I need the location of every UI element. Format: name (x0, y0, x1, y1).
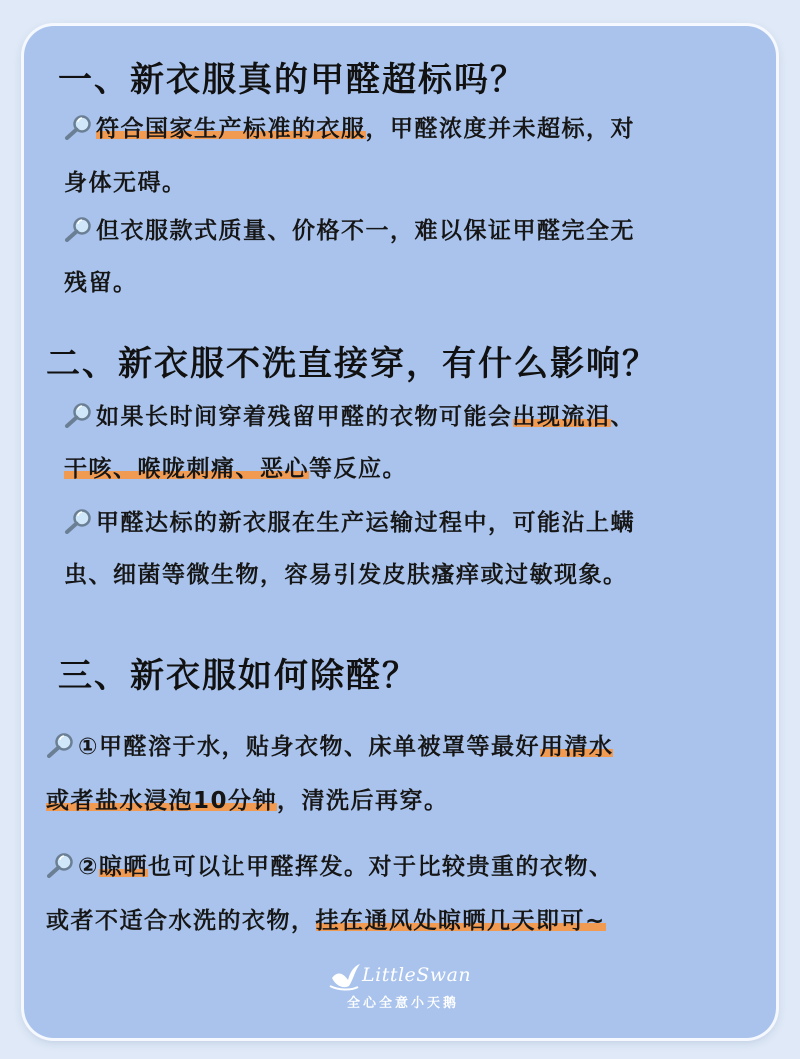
item-2-2-line-1 (64, 508, 635, 538)
highlight-text: 挂在通风处晾晒几天即可~ (315, 908, 606, 934)
highlight-text: 晾晒 (98, 854, 148, 880)
section-title-3: 三、新衣服如何除醛？ (58, 656, 418, 696)
magnifier-icon (64, 114, 94, 140)
item-2-2-line-2: 虫、细菌等微生物，容易引发皮肤瘙痒或过敏现象。 (64, 562, 628, 588)
magnifier-icon (64, 402, 94, 428)
item-text: 也可以让甲醛挥发。对于比较贵重的衣物、 (147, 854, 614, 880)
highlight-text: 出现流泪 (512, 404, 611, 430)
highlight-text: 用清水 (539, 734, 614, 760)
swan-logo-icon (328, 960, 362, 992)
item-text: ，清洗后再穿。 (277, 788, 449, 814)
item-3-2-line-1 (46, 852, 613, 882)
item-text: ② (78, 854, 99, 880)
item-text: 或者不适合水洗的衣物， (46, 908, 316, 934)
item-text: 等反应。 (309, 456, 407, 482)
item-text: 但衣服款式质量、价格不一，难以保证甲醛完全无 (96, 218, 635, 244)
item-3-2-line-2 (46, 906, 606, 936)
item-text: ①甲醛溶于水，贴身衣物、床单被罩等最好 (78, 734, 540, 760)
highlight-text: 符合国家生产标准的衣服 (96, 116, 366, 142)
item-1-1-line-1 (64, 114, 635, 144)
brand-slogan: 全心全意小天鹅 (346, 996, 459, 1011)
magnifier-icon (64, 508, 94, 534)
item-1-2-line-2: 残留。 (64, 270, 138, 296)
item-1-1-line-2: 身体无碍。 (64, 170, 187, 196)
item-2-1-line-1 (64, 402, 635, 432)
section-title-2: 二、新衣服不洗直接穿，有什么影响？ (46, 344, 658, 384)
magnifier-icon (46, 852, 76, 878)
highlight-text: 干咳、喉咙刺痛、恶心 (64, 456, 309, 482)
item-1-2-line-1 (64, 216, 635, 246)
item-text: 如果长时间穿着残留甲醛的衣物可能会 (96, 404, 513, 430)
highlight-text: 或者盐水浸泡10分钟 (46, 788, 278, 814)
section-title-1: 一、新衣服真的甲醛超标吗？ (58, 60, 526, 100)
item-2-1-line-2 (64, 454, 407, 484)
item-text: ，甲醛浓度并未超标，对 (365, 116, 635, 142)
item-3-1-line-1 (46, 732, 613, 762)
item-3-1-line-2 (46, 786, 449, 816)
item-text: 甲醛达标的新衣服在生产运输过程中，可能沾上螨 (96, 510, 635, 536)
brand-logo (328, 958, 478, 1024)
magnifier-icon (46, 732, 76, 758)
item-text: 、 (610, 404, 635, 430)
magnifier-icon (64, 216, 94, 242)
brand-name: LittleSwan (362, 964, 472, 986)
